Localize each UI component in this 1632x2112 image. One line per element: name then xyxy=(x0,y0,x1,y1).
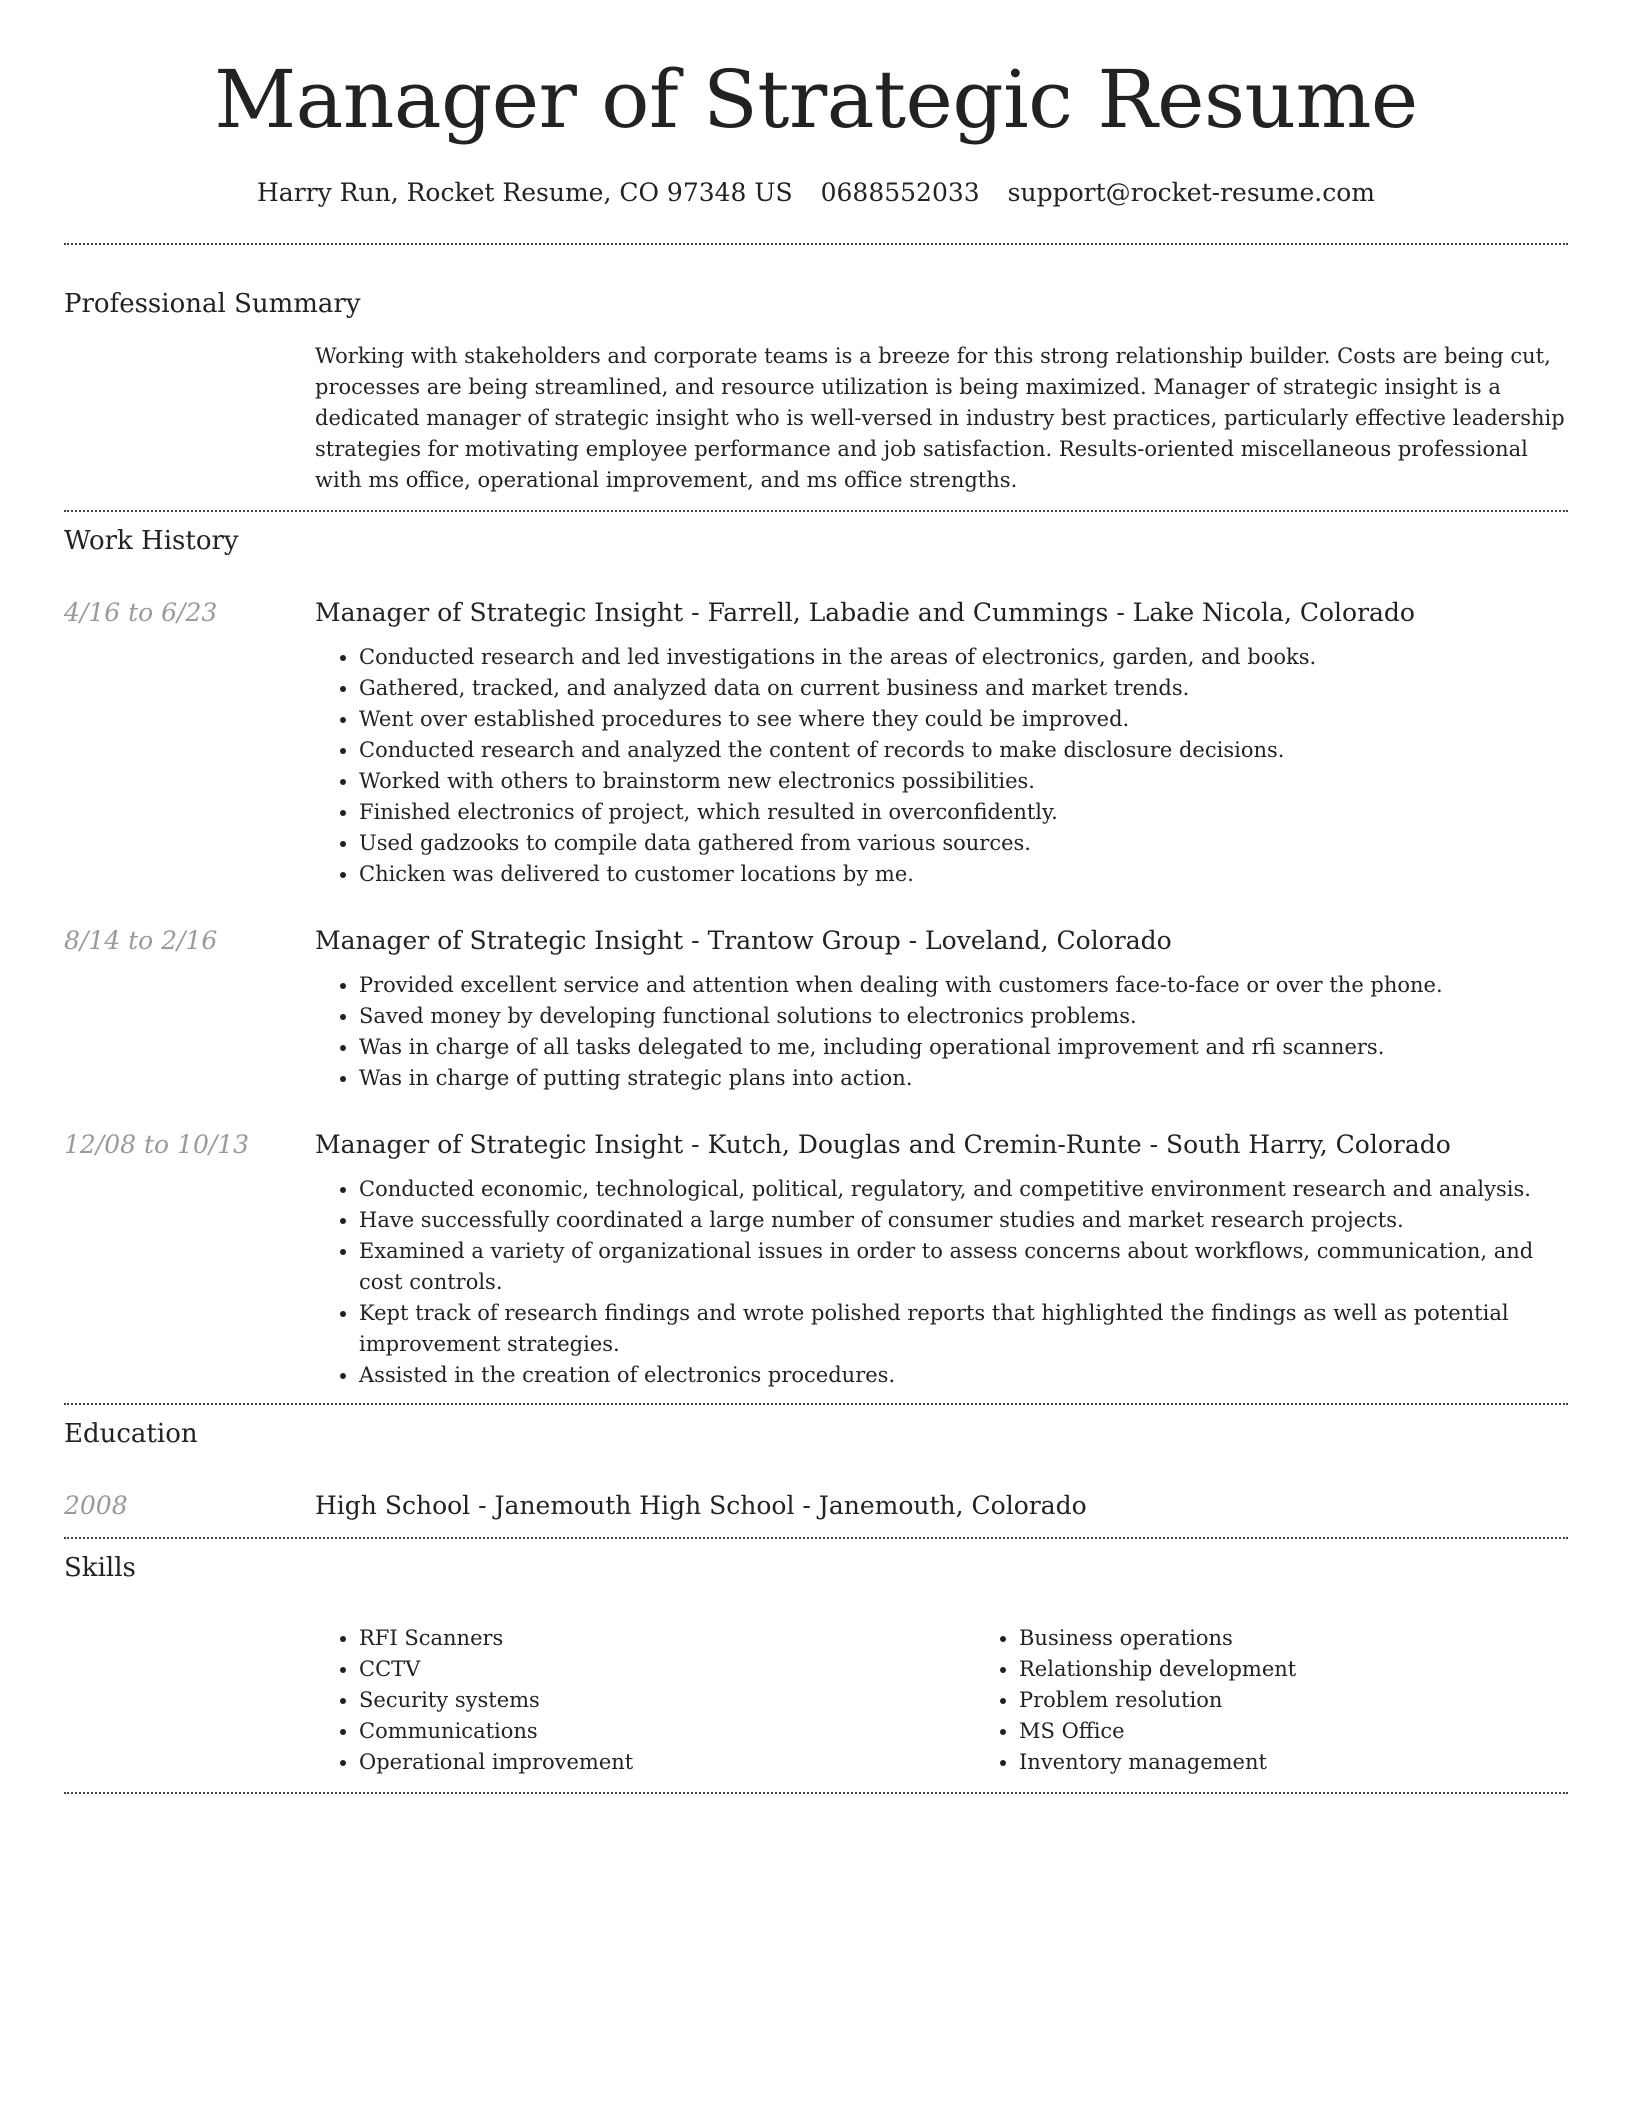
contact-address: Harry Run, Rocket Resume, CO 97348 US xyxy=(257,178,793,207)
job-bullet: • Conducted research and analyzed the content of records to make disclosure decisions. xyxy=(359,735,1568,766)
job-entry xyxy=(64,924,1568,1094)
skill-item: • Relationship development xyxy=(1019,1654,1632,1685)
job-bullet: • Provided excellent service and attention when dealing with customers face-to-face or over the phone. xyxy=(359,970,1568,1001)
job-entry xyxy=(64,596,1568,890)
contact-email: support@rocket-resume.com xyxy=(1007,178,1375,207)
job-dates: 8/14 to 2/16 xyxy=(64,926,218,955)
summary-spacer xyxy=(64,321,315,510)
education-heading: Education xyxy=(64,1419,198,1449)
job-heading: Manager of Strategic Insight - Farrell, Labadie and Cummings - Lake Nicola, Colorado xyxy=(315,598,1415,627)
education-year: 2008 xyxy=(64,1491,128,1520)
job-bullet: • Conducted economic, technological, political, regulatory, and competitive environment research and analysis. xyxy=(359,1174,1568,1205)
section-divider xyxy=(64,1403,1568,1405)
job-bullet: • Finished electronics of project, which resulted in overconfidently. xyxy=(359,797,1568,828)
job-bullet: • Worked with others to brainstorm new electronics possibilities. xyxy=(359,766,1568,797)
job-bullet: • Have successfully coordinated a large number of consumer studies and market research projects. xyxy=(359,1205,1568,1236)
skills-heading: Skills xyxy=(64,1553,136,1583)
job-bullet: • Was in charge of all tasks delegated to me, including operational improvement and rfi scanners. xyxy=(359,1032,1568,1063)
skill-item: • Business operations xyxy=(1019,1623,1632,1654)
skills-spacer xyxy=(64,1623,315,1778)
job-bullet: • Saved money by developing functional solutions to electronics problems. xyxy=(359,1001,1568,1032)
skill-item: • MS Office xyxy=(1019,1716,1632,1747)
skill-item: • Communications xyxy=(359,1716,975,1747)
summary-heading: Professional Summary xyxy=(64,289,361,319)
section-divider xyxy=(64,510,1568,512)
job-bullet: • Kept track of research findings and wrote polished reports that highlighted the findings as well as potential improvement strategies. xyxy=(359,1298,1568,1360)
education-heading-line: High School - Janemouth High School - Janemouth, Colorado xyxy=(315,1491,1087,1520)
skill-item: • RFI Scanners xyxy=(359,1623,975,1654)
summary-text: Working with stakeholders and corporate teams is a breeze for this strong relationship builder. Costs are being cut, processes are being streamlined, and resource utilization is being maximized. Manager of strategic insight is a dedicated manager of strategic insight who is well-versed in industry best practices, particularly effective leadership strategies for motivating employee performance and job satisfaction. Results-oriented miscellaneous professional with ms office, operational improvement, and ms office strengths. xyxy=(315,344,1565,492)
section-divider xyxy=(64,1537,1568,1539)
job-bullet: • Chicken was delivered to customer locations by me. xyxy=(359,859,1568,890)
job-dates: 4/16 to 6/23 xyxy=(64,598,218,627)
job-bullet: • Went over established procedures to see where they could be improved. xyxy=(359,704,1568,735)
job-bullet: • Assisted in the creation of electronics procedures. xyxy=(359,1360,1568,1391)
job-dates: 12/08 to 10/13 xyxy=(64,1130,250,1159)
job-bullets xyxy=(315,1174,1568,1391)
job-heading: Manager of Strategic Insight - Kutch, Douglas and Cremin-Runte - South Harry, Colorado xyxy=(315,1130,1451,1159)
skill-item: • Operational improvement xyxy=(359,1747,975,1778)
summary-section xyxy=(64,287,1568,510)
skill-item: • Inventory management xyxy=(1019,1747,1632,1778)
job-bullets xyxy=(315,970,1568,1094)
job-bullet: • Gathered, tracked, and analyzed data on current business and market trends. xyxy=(359,673,1568,704)
section-divider xyxy=(64,243,1568,245)
resume-title: Manager of Strategic Resume xyxy=(214,53,1418,146)
education-section xyxy=(64,1417,1568,1523)
work-history-heading: Work History xyxy=(64,526,239,556)
resume-page xyxy=(64,0,1568,1794)
job-bullet: • Was in charge of putting strategic plans into action. xyxy=(359,1063,1568,1094)
job-bullet: • Examined a variety of organizational issues in order to assess concerns about workflows, communication, and cost controls. xyxy=(359,1236,1568,1298)
job-entry xyxy=(64,1128,1568,1391)
section-divider xyxy=(64,1792,1568,1794)
skills-list-left xyxy=(315,1623,975,1778)
skill-item: • Problem resolution xyxy=(1019,1685,1632,1716)
skills-list-right xyxy=(975,1623,1632,1778)
job-bullet: • Conducted research and led investigations in the areas of electronics, garden, and books. xyxy=(359,642,1568,673)
skills-section xyxy=(64,1551,1568,1778)
job-heading: Manager of Strategic Insight - Trantow Group - Loveland, Colorado xyxy=(315,926,1172,955)
job-bullets xyxy=(315,642,1568,890)
skill-item: • Security systems xyxy=(359,1685,975,1716)
contact-line xyxy=(64,176,1568,210)
education-entry xyxy=(64,1489,1568,1523)
contact-phone: 0688552033 xyxy=(820,178,980,207)
job-bullet: • Used gadzooks to compile data gathered from various sources. xyxy=(359,828,1568,859)
work-history-section xyxy=(64,524,1568,1403)
skill-item: • CCTV xyxy=(359,1654,975,1685)
